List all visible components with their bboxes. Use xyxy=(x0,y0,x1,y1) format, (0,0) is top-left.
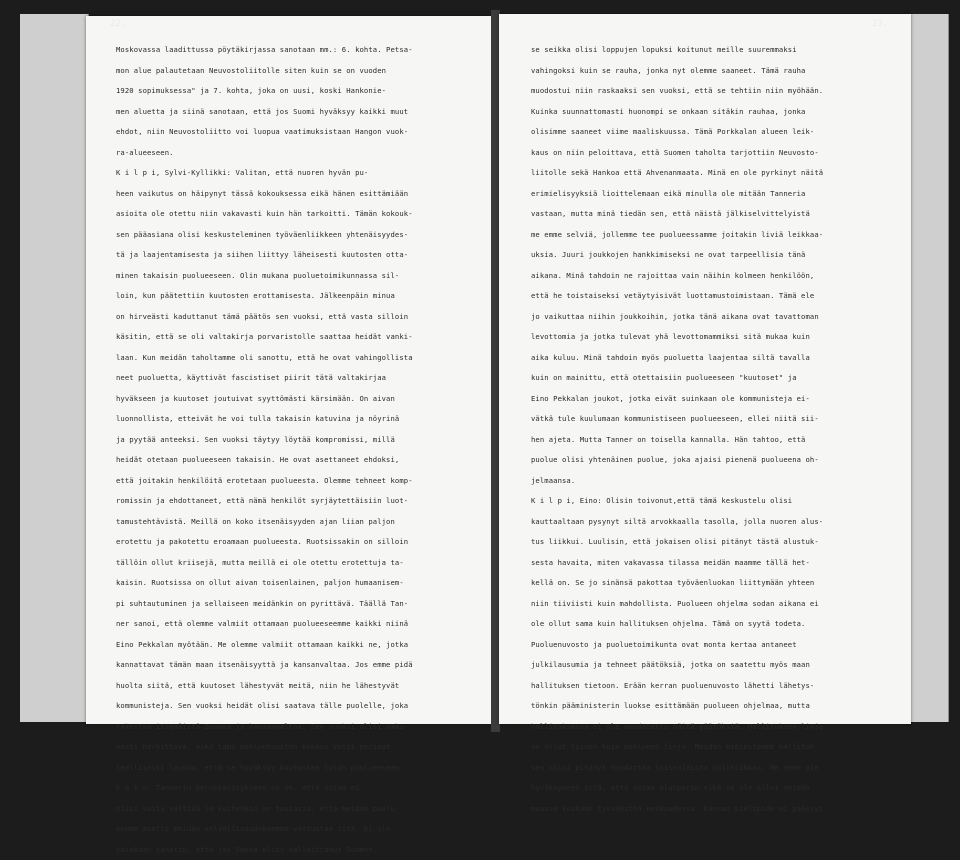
text-line: on hirveästi kaduttanut tämä päätös sen vuoksi, että vasta silloin xyxy=(116,307,413,328)
page-stack-right xyxy=(908,14,949,722)
text-line: maassa koskaan työväestön keskuudessa. Kansan mielipide ei päässyt xyxy=(531,799,823,820)
text-line: laan. Kun meidän taholtamme oli sanottu, että he ovat vahingollista xyxy=(116,348,413,369)
text-line: on ollut toinen kuin puolueen linja. Meidän mielestämme hallituk- xyxy=(531,737,823,758)
text-line: hen ajeta. Mutta Tanner on toisella kannalla. Hän tahtoo, että xyxy=(531,430,823,451)
text-line: hallituksen tietoon. Erään kerran puoluenuvosto lähetti lähetys- xyxy=(531,676,823,697)
text-line: eemme asetti meidän velvollisuudeksemme vastustaa sitä. Ei ole xyxy=(116,819,413,840)
text-line: tä ja laajentamisesta ja siihen liittyy läheisesti kuutosten otta- xyxy=(116,245,413,266)
text-line: heidät otetaan puolueeseen takaisin. He ovat asettaneet ehdoksi, xyxy=(116,450,413,471)
text-line: ja pyytää anteeksi. Sen vuoksi täytyy löytää kompromissi, millä xyxy=(116,430,413,451)
text-line: mon alue palautetaan Neuvostoliitolle siten kuin se on vuoden xyxy=(116,61,413,82)
text-line: romissin ja ehdottaneet, että nämä henkilöt syrjäytettäisiin luot- xyxy=(116,491,413,512)
text-line: olisimme saaneet viime maaliskuussa. Tämä Porkkalan alueen leik- xyxy=(531,122,823,143)
text-line: heen vaikutus on häipynyt tässä kokouksessa eikä hänen esittämiään xyxy=(116,184,413,205)
text-line: kellä on. Se jo sinänsä pakottaa työväenluokan liittymään yhteen xyxy=(531,573,823,594)
text-line: men aluetta ja siinä sanotaan, että jos Suomi hyväksyy kaikki muut xyxy=(116,102,413,123)
text-line: liitolle sekä Hankoa että Ahvenanmaata. Minä en ole pyrkinyt näitä xyxy=(531,163,823,184)
text-line: levottomia ja jotka tulevat yhä levottomammiksi sitä mukaa kuin xyxy=(531,327,823,348)
text-line: ra-alueeseen. xyxy=(116,143,413,164)
text-line: suinkaan sanottu, että jos Saksa olisi valloittanut Suomen, xyxy=(116,840,413,860)
text-line: jo vaikuttaa niihin joukkoihin, jotka tänä aikana ovat tavattoman xyxy=(531,307,823,328)
text-line: vahingoksi kuin se rauha, jonka nyt olemme saaneet. Tämä rauha xyxy=(531,61,823,82)
text-line: huolta siitä, että kuutoset lähestyvät meitä, niin he lähestyvät xyxy=(116,676,413,697)
text-line: K i l p i, Eino: Olisin toivonut,että tämä keskustelu olisi xyxy=(531,491,823,512)
text-line: neet puoluetta, käyttivät fascistiset piirit tätä valtakirjaa xyxy=(116,368,413,389)
text-line: Puoluenuvosto ja puoluetoimikunta ovat monta kertaa antaneet xyxy=(531,635,823,656)
right-page-number: 23. xyxy=(872,19,888,29)
text-line: että he toistaiseksi vetäytyisivät luottamustoimistaan. Tämä ele xyxy=(531,286,823,307)
text-line: luonnollista, etteivät he voi tulla takaisin katuvina ja nöyrinä xyxy=(116,409,413,430)
text-line: me emme selviä, jollemme tee puolueessamme joitakin liviä leikkaa- xyxy=(531,225,823,246)
text-line: K e t o: Tannerin peruskäsitykseen on se, että sotaa ei xyxy=(116,778,413,799)
left-page-text xyxy=(116,40,413,860)
text-line: tus liikkui. Luulisin, että jokaisen olisi pitänyt tästä alustuk- xyxy=(531,532,823,553)
text-line: erotettu ja pakotettu eroamaan puolueesta. Ruotsissakin on silloin xyxy=(116,532,413,553)
text-line: Moskovassa laadittussa pöytäkirjassa sanotaan mm.: 6. kohta. Petsa- xyxy=(116,40,413,61)
left-page xyxy=(86,16,492,724)
text-line: kannattavat tämän maan itsenäisyyttä ja kansanvaltaa. Jos emme pidä xyxy=(116,655,413,676)
text-line: kuin on mainittu, että otettaisiin puolueeseen "kuutoset" ja xyxy=(531,368,823,389)
text-line: hallituksessa ei ole noudatettu näitä päätöksiä. Hallituksen linja xyxy=(531,717,823,738)
text-line: pi suhtautuminen ja sellaiseen meidänkin on pyrittävä. Täällä Tan- xyxy=(116,594,413,615)
text-line: uksia. Juuri joukkojen hankkimiseksi ne ovat tarpeellisia tänä xyxy=(531,245,823,266)
text-line: aika kuluu. Minä tahdoin myös puoluetta laajentaa siltä tavalla xyxy=(531,348,823,369)
text-line: rakentaa itsenäistä Suomea ja kansanvaltaa. Sen vuoksi olisi vaka- xyxy=(116,717,413,738)
right-page xyxy=(499,14,911,724)
text-line: loin, kun päätettiin kuutosten erottamisesta. Jälkeenpäin minua xyxy=(116,286,413,307)
text-line: K i l p i, Sylvi-Kyllikki: Valitan, että nuoren hyvän pu- xyxy=(116,163,413,184)
text-line: ner sanoi, että olemme valmiit ottamaan puolueeseemme kaikki niinä xyxy=(116,614,413,635)
page-stack-left xyxy=(20,14,89,722)
text-line: että joitakin henkilöitä erotetaan puolueesta. Olemme tehneet komp- xyxy=(116,471,413,492)
text-line: ehdot, niin Neuvostoliitto voi luopua vaatimuksistaan Hangon vuok- xyxy=(116,122,413,143)
text-line: hyväkseen ja kuutoset joutuivat syyttömästi kärsimään. On aivan xyxy=(116,389,413,410)
text-line: kaus on niin peloittava, että Suomen taholta tarjottiin Neuvosto- xyxy=(531,143,823,164)
text-line: vätkä tule kuulumaan kommunistiseen puolueeseen, ellei niitä sii- xyxy=(531,409,823,430)
text-line: vasti harkittava, eikö tämä puoluehuoston kokous voisi periaat- xyxy=(116,737,413,758)
text-line: minen takaisin puolueeseen. Olin mukana puoluetoimikunnassa sil- xyxy=(116,266,413,287)
text-line: puolue olisi yhtenäinen puolue, joka ajaisi pienenä puolueena oh- xyxy=(531,450,823,471)
text-line: julkilausumia ja tehneet päätöksiä, jotka on saatettu myös maan xyxy=(531,655,823,676)
text-line: olisi voitu välttää ja kuitenkin on tosiasia, että meidän puolu- xyxy=(116,799,413,820)
text-line: kaisin. Ruotsissa on ollut aivan toisenlainen, paljon humaanisem- xyxy=(116,573,413,594)
text-line: niin tiiviisti kuin mahdollista. Puolueen ohjelma sodan aikana ei xyxy=(531,594,823,615)
text-line: tamustehtävistä. Meillä on koko itsenäisyyden ajan liian paljon xyxy=(116,512,413,533)
text-line: sesta havaita, miten vakavassa tilassa meidän maamme tällä het- xyxy=(531,553,823,574)
text-line: tönkin pääministerin luokse esittämään puolueen ohjelmaa, mutta xyxy=(531,696,823,717)
text-line: hyväksyneet sitä, että sotaa alunperin eikä se ole ollut meidän xyxy=(531,778,823,799)
text-line: asioita ole otettu niin vakavasti kuin hän tarkoitti. Tämän kokouk- xyxy=(116,204,413,225)
text-line: vastaan, mutta minä tiedän sen, että näistä jälkiselvittelyistä xyxy=(531,204,823,225)
text-line: Eino Pekkalan myötään. Me olemme valmiit ottamaan kaikki ne, jotka xyxy=(116,635,413,656)
text-line: teellisesti lausua, että se hyväksyy kuutosten tulon puolueeseen. xyxy=(116,758,413,779)
text-line: kauttaaltaan pysynyt siltä arvokkaalla tasolla, jolla nuoren alus- xyxy=(531,512,823,533)
text-line: sen olisi pitänyt noudattaa toisenlaista politiikkaa. Me emme ole xyxy=(531,758,823,779)
text-line: Kuinka suunnattomasti huonompi se onkaan sitäkin rauhaa, jonka xyxy=(531,102,823,123)
text-line: muodostui niin raskaaksi sen vuoksi, että se tehtiin niin myöhään. xyxy=(531,81,823,102)
left-page-number: 22. xyxy=(110,19,126,29)
text-line: ole ollut sama kuin hallituksen ohjelma. Tämä on syytä todeta. xyxy=(531,614,823,635)
right-page-text xyxy=(531,40,823,819)
text-line: jelmaansa. xyxy=(531,471,823,492)
text-line: käsitin, että se oli valtakirja porvaristolle saattaa heidät vanki- xyxy=(116,327,413,348)
text-line: Eino Pekkalan joukot, jotka eivät suinkaan ole kommunisteja ei- xyxy=(531,389,823,410)
text-line: kommunisteja. Sen vuoksi heidät olisi saatava tälle puolelle, joka xyxy=(116,696,413,717)
text-line: se seikka olisi loppujen lopuksi koitunut meille suuremmaksi xyxy=(531,40,823,61)
text-line: 1920 sopimuksessa" ja 7. kohta, joka on uusi, koski Hankonie- xyxy=(116,81,413,102)
text-line: aikana. Minä tahdoin ne rajoittaa vain näihin kolmeen henkilöön, xyxy=(531,266,823,287)
text-line: tällöin ollut kriisejä, mutta meillä ei ole otettu erotettuja ta- xyxy=(116,553,413,574)
text-line: erimielisyyksiä lioittelemaan eikä minulla ole mitään Tanneria xyxy=(531,184,823,205)
text-line: sen pääasiana olisi keskusteleminen työväenliikkeen yhtenäisyydes- xyxy=(116,225,413,246)
